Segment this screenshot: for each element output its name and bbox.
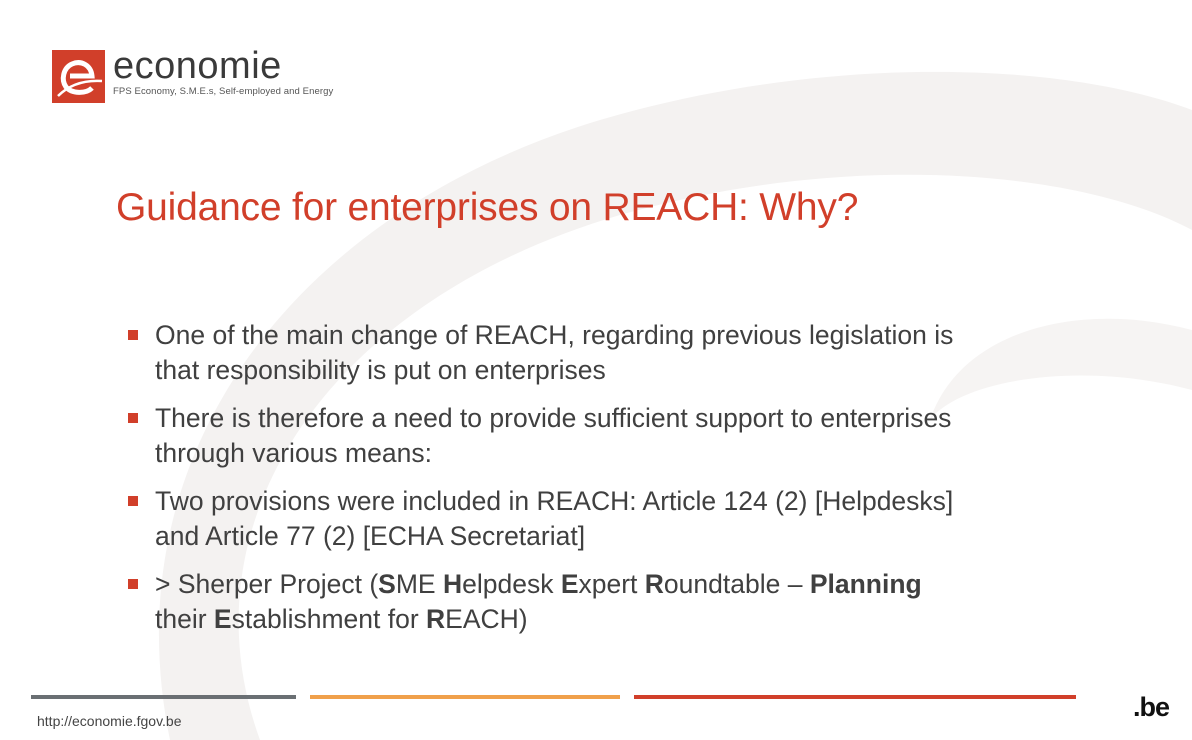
bullet-text: R bbox=[644, 569, 664, 599]
bullet-text: their bbox=[155, 604, 214, 634]
bullet-item bbox=[128, 567, 958, 637]
bullet-text: Two provisions were included in REACH: Article 124 (2) [Helpdesks] and Article 77 (2) [ECHA Secretariat] bbox=[155, 486, 954, 551]
bullet-text: S bbox=[378, 569, 396, 599]
bullet-text: E bbox=[560, 569, 579, 599]
bullet-square-icon bbox=[128, 330, 138, 340]
bullet-text: > Sherper Project ( bbox=[155, 569, 379, 599]
bullet-text: xpert bbox=[578, 569, 645, 599]
bullet-square-icon bbox=[128, 413, 138, 423]
bullet-text: ME bbox=[395, 569, 443, 599]
bullet-square-icon bbox=[128, 496, 138, 506]
economie-logo bbox=[52, 45, 334, 103]
bullet-text: H bbox=[442, 569, 463, 599]
bullet-text: stablishment for bbox=[231, 604, 427, 634]
footer-line-red bbox=[634, 695, 1076, 699]
bullet-list bbox=[128, 318, 958, 650]
bullet-item bbox=[128, 484, 958, 554]
be-logo: .be bbox=[1133, 692, 1170, 722]
bullet-text: elpdesk bbox=[462, 569, 561, 599]
bullet-text: One of the main change of REACH, regarding previous legislation is that responsibility is put on enterprises bbox=[155, 320, 954, 385]
bullet-text: R bbox=[426, 604, 446, 634]
footer-divider bbox=[31, 695, 1076, 699]
bullet-item bbox=[128, 401, 958, 471]
bullet-text: oundtable – bbox=[663, 569, 810, 599]
bullet-text: E bbox=[213, 604, 232, 634]
bullet-text: Planning bbox=[809, 569, 922, 599]
economie-e-icon bbox=[52, 50, 105, 103]
bullet-square-icon bbox=[128, 579, 138, 589]
logo-wordmark: economie bbox=[113, 45, 282, 87]
bullet-item bbox=[128, 318, 958, 388]
logo-tagline: FPS Economy, S.M.E.s, Self-employed and Energy bbox=[113, 86, 334, 97]
slide-title: Guidance for enterprises on REACH: Why? bbox=[116, 186, 859, 229]
bullet-text: EACH) bbox=[445, 604, 528, 634]
footer-line-orange bbox=[310, 695, 620, 699]
footer-line-gray bbox=[31, 695, 296, 699]
footer-url: http://economie.fgov.be bbox=[37, 713, 182, 729]
bullet-text: There is therefore a need to provide sufficient support to enterprises through various means: bbox=[155, 403, 952, 468]
